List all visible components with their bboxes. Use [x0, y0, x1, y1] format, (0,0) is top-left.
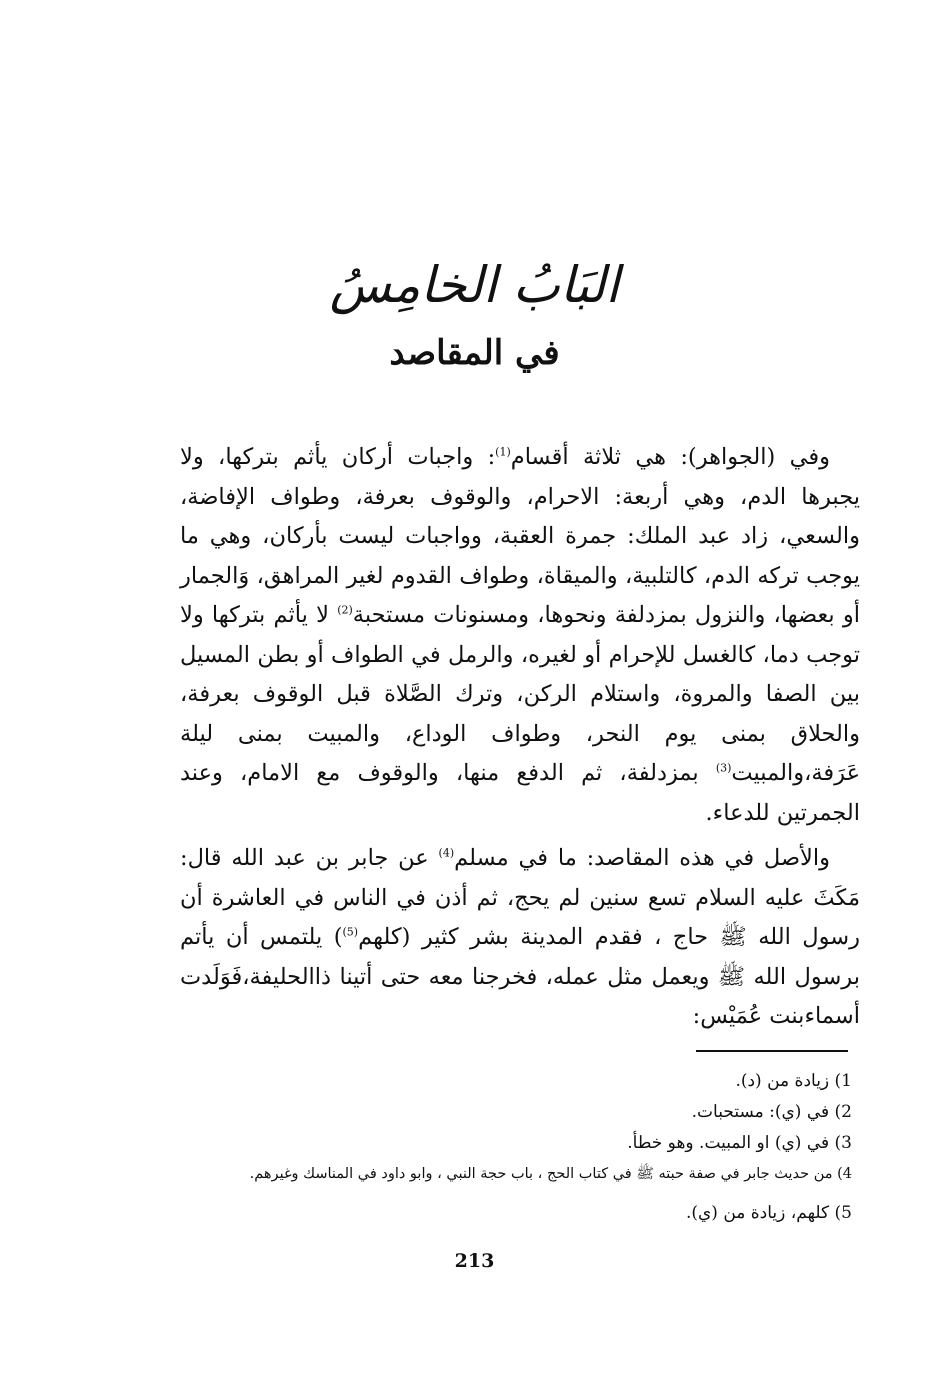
paragraph-text: لا يأثم بتركها ولا توجب دما، كالغسل للإحرام أو لغيره، والرمل في الطواف أو بطن المسيل بين الصفا والمروة، واستلام الركن، وترك الصَّلاة قبل الوقوف بعرفة، والحلاق بمنى يوم النحر، وطواف الوداع، والمبيت بمنى ليلة عَرَفة،والمبيت	[180, 602, 860, 786]
footnote-1: 1) زيادة من (د).	[735, 1071, 852, 1091]
body-text	[180, 438, 860, 1037]
paragraph-text: وفي (الجواهر): هي ثلاثة أقسام	[510, 444, 831, 470]
footnote-divider	[696, 1050, 848, 1052]
paragraph-text: ) يلتمس أن يأتم برسول الله ﷺ ويعمل مثل عمله، فخرجنا معه حتى أتينا ذاالحليفة،فَوَلَدت أسماءبنت عُمَيْس:	[180, 924, 860, 1029]
paragraph-text: والأصل في هذه المقاصد: ما في مسلم	[454, 845, 830, 871]
footnote-ref: (5)	[342, 925, 359, 939]
paragraph-text: بمزدلفة، ثم الدفع منها، والوقوف مع الامام، وعند الجمرتين للدعاء.	[180, 760, 860, 826]
paragraph-text: عن جابر بن عبد الله قال: مَكَثَ عليه السلام تسع سنين لم يحج، ثم أذن في الناس في العاشرة أن رسول الله ﷺ حاج ، فقدم المدينة بشر كثير (كلهم	[180, 845, 860, 950]
paragraph-2	[180, 839, 860, 1037]
footnote-5: 5) كلهم، زيادة من (ي).	[685, 1203, 852, 1223]
footnote-ref: (1)	[495, 445, 511, 459]
footnote-ref: (2)	[337, 603, 353, 617]
paragraph-1	[180, 438, 860, 833]
page-number: 213	[454, 1250, 495, 1272]
footnote-2: 2) في (ي): مستحبات.	[691, 1102, 852, 1122]
chapter-title: البَابُ الخامِسُ	[329, 256, 620, 314]
footnote-3: 3) في (ي) او المبيت. وهو خطأ.	[627, 1133, 852, 1153]
footnote-4: 4) من حديث جابر في صفة حبته ﷺ في كتاب الحج ، باب حجة النبي ، وابو داود في المناسك وغيرهم.	[249, 1166, 852, 1182]
paragraph-text: : واجبات أركان يأثم بتركها، ولا يجبرها الدم، وهي أربعة: الاحرام، والوقوف بعرفة، وطواف الإفاضة، والسعي، زاد عبد الملك: جمرة العقبة، وواجبات ليست بأركان، وهي ما يوجب تركه الدم، كالتلبية، والميقاة، وطواف القدوم لغير المراهق، وَالجمار أو بعضها، والنزول بمزدلفة ونحوها، ومسنونات مستحبة	[180, 444, 860, 628]
footnote-ref: (4)	[438, 846, 455, 860]
footnote-ref: (3)	[715, 761, 732, 775]
chapter-subtitle: في المقاصد	[389, 333, 560, 373]
footnotes	[150, 1066, 852, 1229]
